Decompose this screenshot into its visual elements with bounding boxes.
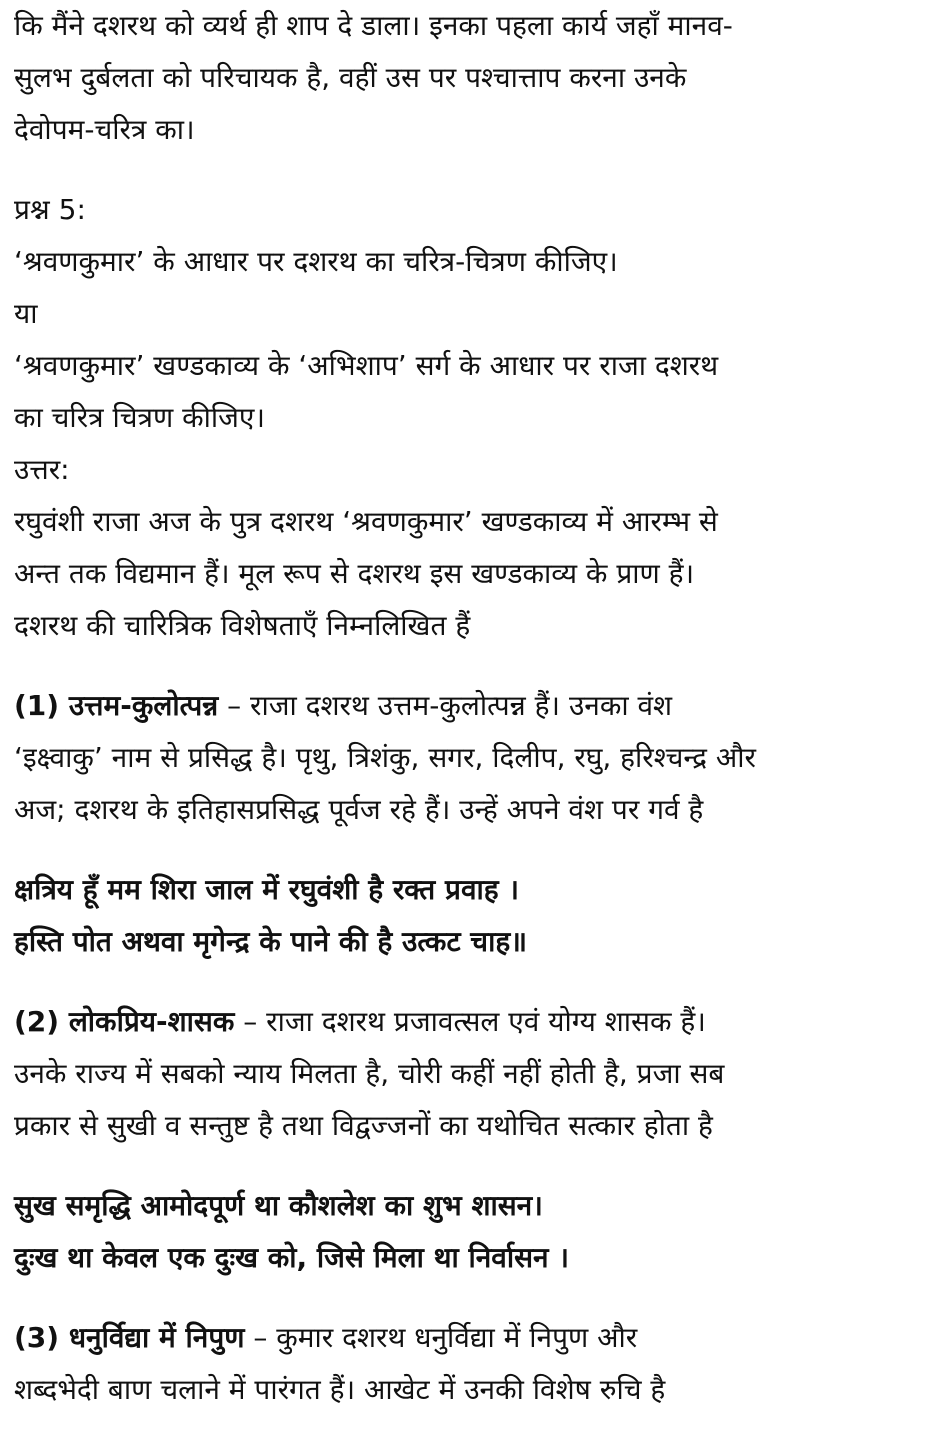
point-2-first-text: – राजा दशरथ प्रजावत्सल एवं योग्य शासक हैं। — [234, 1005, 706, 1038]
point-2-first-line — [14, 996, 942, 1048]
point-1-line-2: ‘इक्ष्वाकु’ नाम से प्रसिद्ध है। पृथु, त्रिशंकु, सगर, दिलीप, रघु, हरिश्चन्द्र और — [14, 741, 756, 774]
spacer — [14, 1152, 942, 1180]
verse-2 — [14, 1180, 942, 1284]
point-3-line-2: शब्दभेदी बाण चलाने में पारंगत हैं। आखेट में उनकी विशेष रुचि है — [14, 1373, 666, 1406]
intro-line-1: कि मैंने दशरथ को व्यर्थ ही शाप दे डाला। इनका पहला कार्य जहाँ मानव- — [14, 9, 733, 42]
spacer — [14, 652, 942, 680]
verse-1-line-1: क्षत्रिय हूँ मम शिरा जाल में रघुवंशी है रक्त प्रवाह । — [14, 873, 519, 906]
spacer — [14, 156, 942, 184]
answer-line-1: रघुवंशी राजा अज के पुत्र दशरथ ‘श्रवणकुमार’ खण्डकाव्य में आरम्भ से — [14, 505, 718, 538]
point-1-first-line — [14, 680, 942, 732]
spacer — [14, 1284, 942, 1312]
answer-line-2: अन्त तक विद्यमान हैं। मूल रूप से दशरथ इस खण्डकाव्य के प्राण हैं। — [14, 557, 695, 590]
point-1-first-text: – राजा दशरथ उत्तम-कुलोत्पन्न हैं। उनका वंश — [218, 689, 673, 722]
spacer — [14, 836, 942, 864]
point-1 — [14, 680, 942, 836]
intro-line-3: देवोपम-चरित्र का। — [14, 113, 195, 146]
point-3-first-line — [14, 1312, 942, 1364]
answer-label: उत्तर: — [14, 453, 70, 486]
question-text-2b: का चरित्र चित्रण कीजिए। — [14, 401, 266, 434]
point-3-first-text: – कुमार दशरथ धनुर्विद्या में निपुण और — [244, 1321, 638, 1354]
question-text-1: ‘श्रवणकुमार’ के आधार पर दशरथ का चरित्र-चित्रण कीजिए। — [14, 245, 618, 278]
question-block — [14, 184, 942, 444]
point-2 — [14, 996, 942, 1152]
point-2-heading: (2) लोकप्रिय-शासक — [14, 1005, 235, 1038]
question-or: या — [14, 297, 38, 330]
point-2-line-3: प्रकार से सुखी व सन्तुष्ट है तथा विद्वज्जनों का यथोचित सत्कार होता है — [14, 1109, 713, 1142]
point-3-heading: (3) धनुर्विद्या में निपुण — [14, 1321, 245, 1354]
question-label: प्रश्न 5: — [14, 193, 86, 226]
point-3 — [14, 1312, 942, 1416]
verse-2-line-1: सुख समृद्धि आमोदपूर्ण था कौशलेश का शुभ शासन। — [14, 1189, 543, 1222]
spacer — [14, 968, 942, 996]
intro-line-2: सुलभ दुर्बलता को परिचायक है, वहीं उस पर पश्चात्ताप करना उनके — [14, 61, 687, 94]
intro-paragraph — [14, 0, 942, 156]
document-page — [14, 0, 942, 1416]
point-1-line-3: अज; दशरथ के इतिहासप्रसिद्ध पूर्वज रहे हैं। उन्हें अपने वंश पर गर्व है — [14, 793, 704, 826]
point-2-line-2: उनके राज्य में सबको न्याय मिलता है, चोरी कहीं नहीं होती है, प्रजा सब — [14, 1057, 725, 1090]
answer-block — [14, 444, 942, 652]
verse-1 — [14, 864, 942, 968]
verse-2-line-2: दुःख था केवल एक दुःख को, जिसे मिला था निर्वासन । — [14, 1241, 569, 1274]
point-1-heading: (1) उत्तम-कुलोत्पन्न — [14, 689, 219, 722]
answer-line-3: दशरथ की चारित्रिक विशेषताएँ निम्नलिखित हैं — [14, 609, 471, 642]
verse-1-line-2: हस्ति पोत अथवा मृगेन्द्र के पाने की है उत्कट चाह॥ — [14, 925, 527, 958]
question-text-2a: ‘श्रवणकुमार’ खण्डकाव्य के ‘अभिशाप’ सर्ग के आधार पर राजा दशरथ — [14, 349, 719, 382]
